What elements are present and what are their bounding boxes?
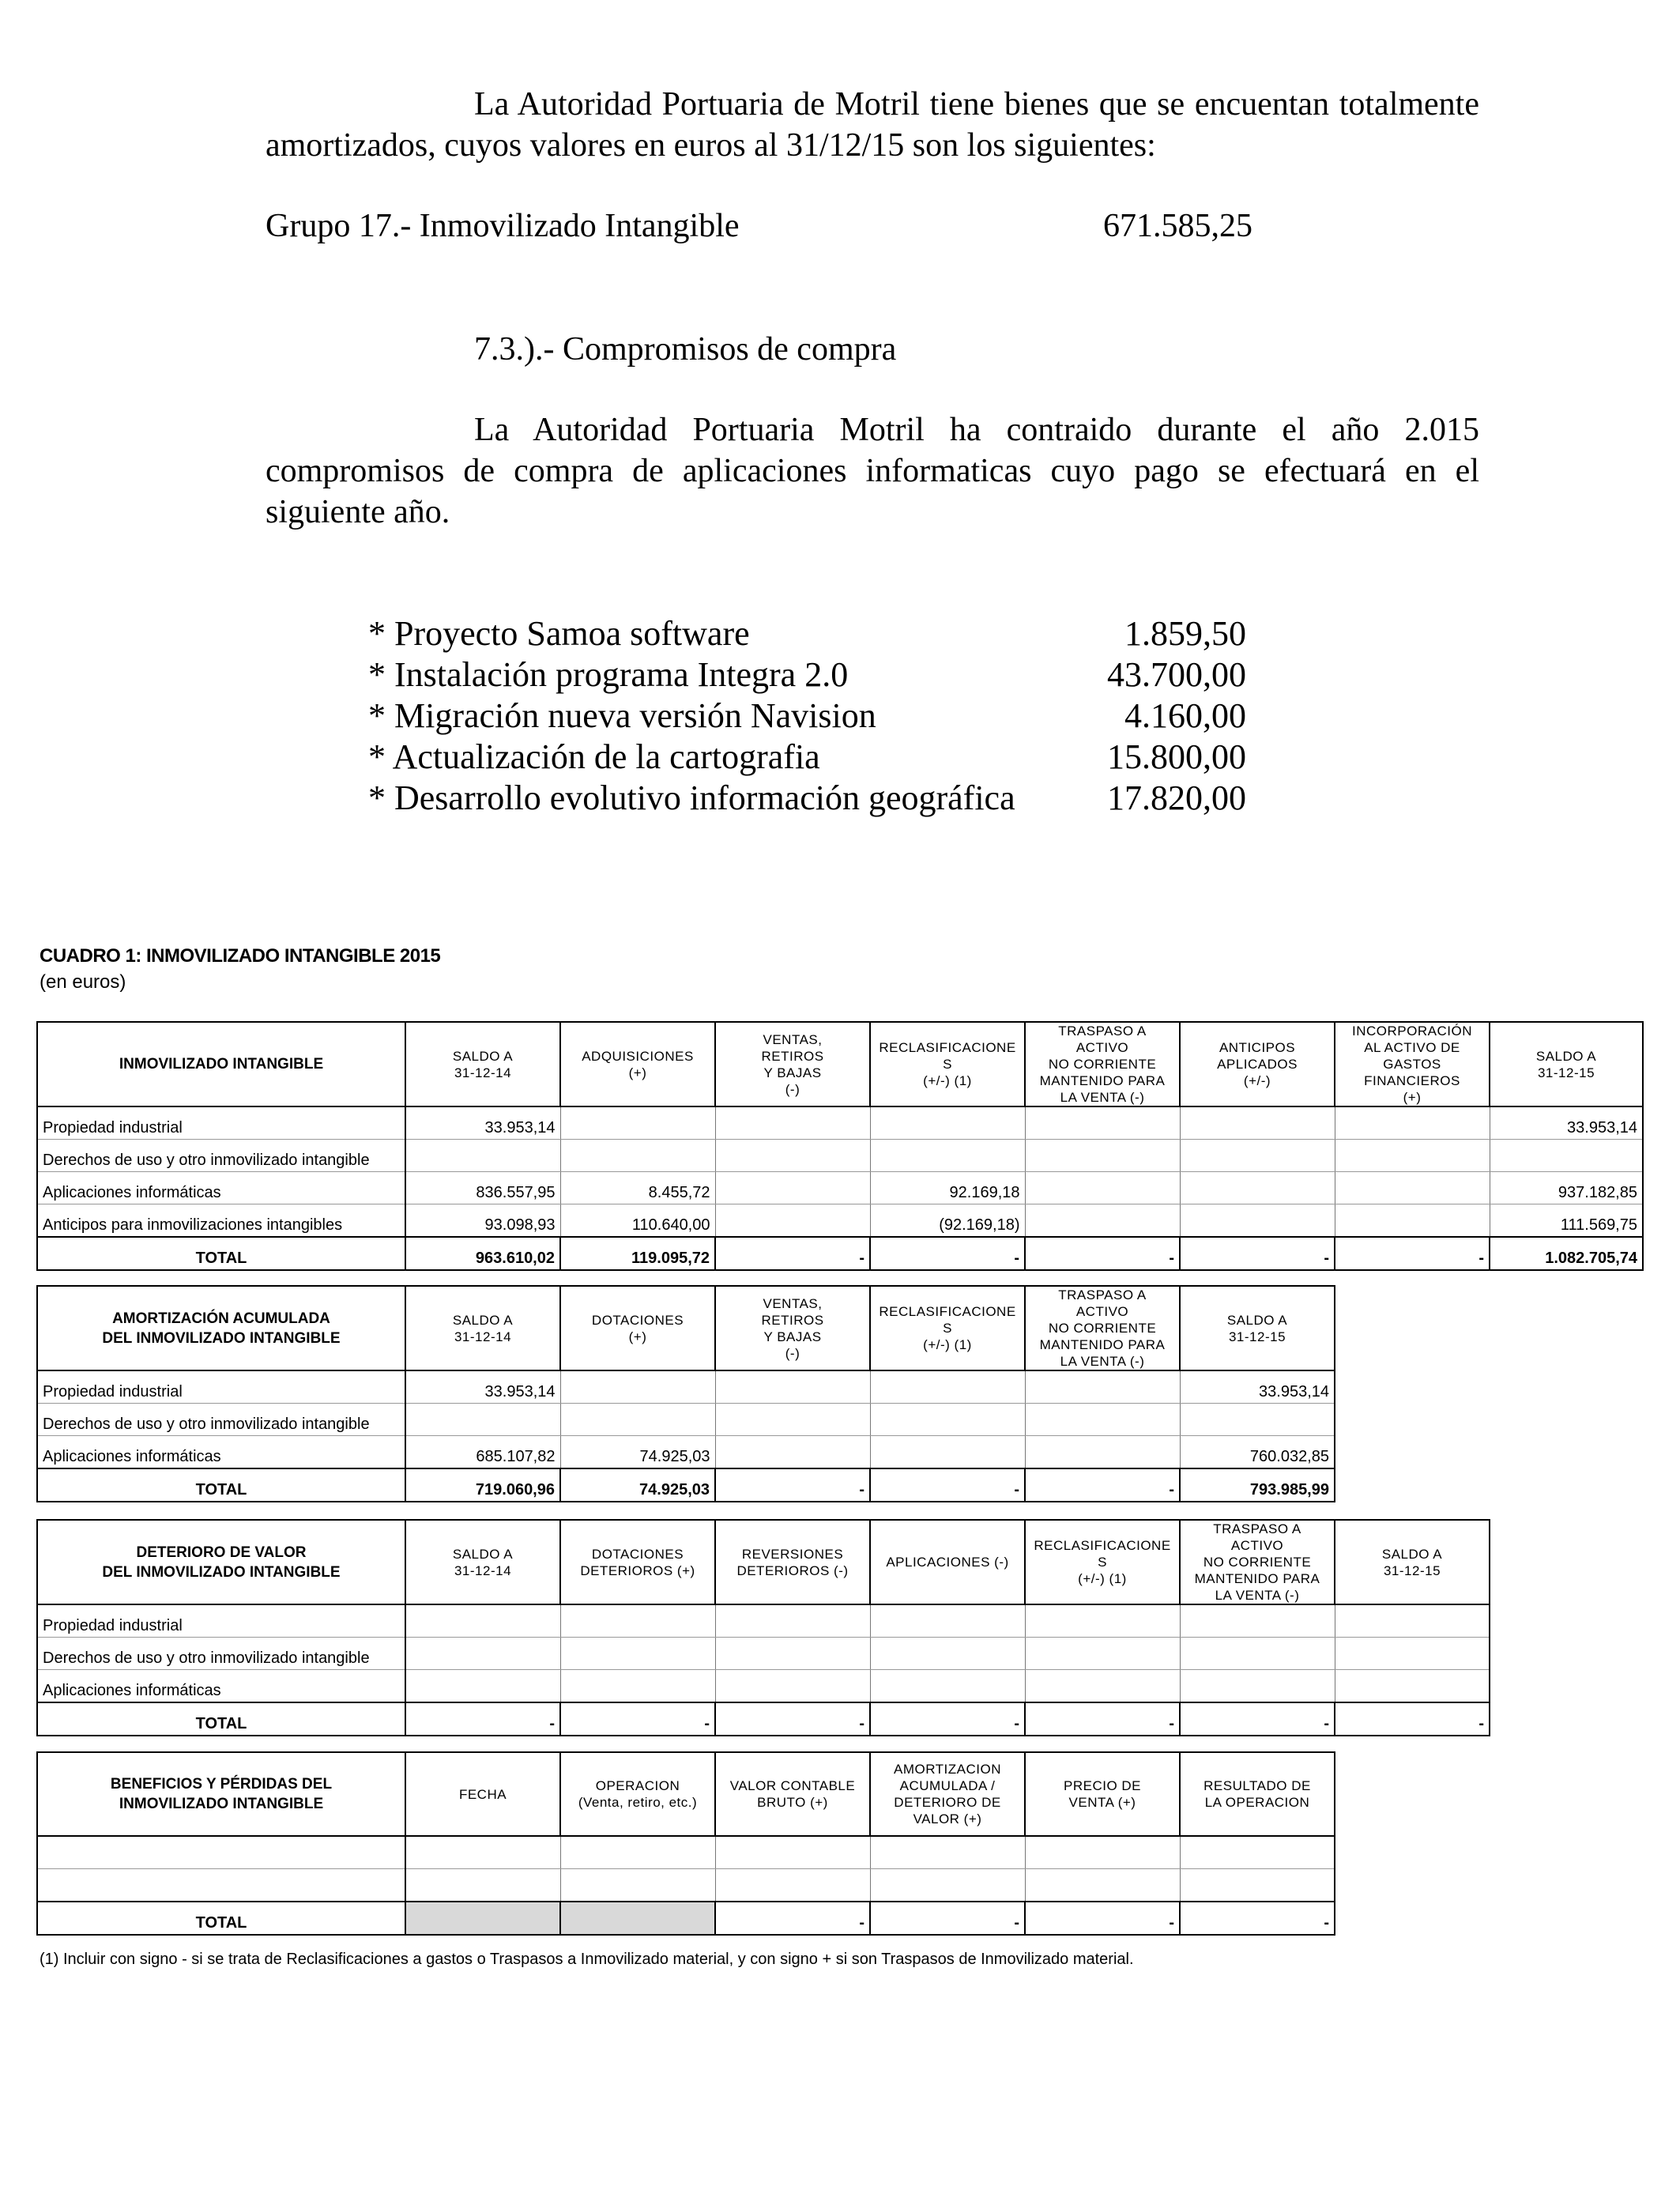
cell: - bbox=[560, 1702, 715, 1736]
cell: 836.557,95 bbox=[405, 1172, 560, 1204]
cell: 74.925,03 bbox=[560, 1436, 715, 1469]
header-cell: SALDO A 31-12-14 bbox=[405, 1286, 560, 1370]
cell: - bbox=[1335, 1702, 1490, 1736]
header-cell: APLICACIONES (-) bbox=[870, 1520, 1025, 1604]
cell bbox=[560, 1106, 715, 1140]
cell bbox=[1025, 1204, 1180, 1238]
commitment-amount: 4.160,00 bbox=[1124, 696, 1246, 735]
table-row bbox=[37, 1140, 1643, 1172]
header-cell: ADQUISICIONES (+) bbox=[560, 1022, 715, 1106]
cell: 33.953,14 bbox=[1490, 1106, 1643, 1140]
row-label: Aplicaciones informáticas bbox=[37, 1172, 405, 1204]
cell bbox=[1335, 1204, 1490, 1238]
total-row bbox=[37, 1468, 1335, 1502]
cell bbox=[1180, 1106, 1335, 1140]
table-row bbox=[37, 1204, 1643, 1238]
cuadro-subtitle: (en euros) bbox=[40, 971, 126, 993]
header-cell: BENEFICIOS Y PÉRDIDAS DEL INMOVILIZADO INTANGIBLE bbox=[37, 1752, 405, 1836]
cell bbox=[870, 1404, 1025, 1436]
table-row bbox=[37, 1370, 1335, 1404]
header-cell: VENTAS, RETIROS Y BAJAS (-) bbox=[715, 1022, 870, 1106]
cell bbox=[870, 1106, 1025, 1140]
header-cell: TRASPASO A ACTIVO NO CORRIENTE MANTENIDO PARA LA VENTA (-) bbox=[1180, 1520, 1335, 1604]
cell: 74.925,03 bbox=[560, 1468, 715, 1502]
cell: 760.032,85 bbox=[1180, 1436, 1335, 1469]
table-row bbox=[37, 1106, 1643, 1140]
cell: - bbox=[405, 1702, 560, 1736]
cell: - bbox=[715, 1237, 870, 1270]
cell bbox=[560, 1902, 715, 1935]
header-cell: OPERACION (Venta, retiro, etc.) bbox=[560, 1752, 715, 1836]
row-label: Derechos de uso y otro inmovilizado intangible bbox=[37, 1638, 405, 1670]
row-label: Propiedad industrial bbox=[37, 1370, 405, 1404]
total-label: TOTAL bbox=[37, 1702, 405, 1736]
cell bbox=[1025, 1106, 1180, 1140]
cell: - bbox=[870, 1468, 1025, 1502]
total-row bbox=[37, 1902, 1335, 1935]
row-label: Anticipos para inmovilizaciones intangibles bbox=[37, 1204, 405, 1238]
cell: - bbox=[1025, 1237, 1180, 1270]
header-cell: TRASPASO A ACTIVO NO CORRIENTE MANTENIDO PARA LA VENTA (-) bbox=[1025, 1022, 1180, 1106]
commitment-amount: 43.700,00 bbox=[1107, 655, 1246, 694]
cell: - bbox=[1025, 1902, 1180, 1935]
cell bbox=[870, 1436, 1025, 1469]
grupo-value: 671.585,25 bbox=[1103, 208, 1252, 244]
table-row bbox=[37, 1604, 1490, 1638]
header-cell: DOTACIONES DETERIOROS (+) bbox=[560, 1520, 715, 1604]
header-cell: VALOR CONTABLE BRUTO (+) bbox=[715, 1752, 870, 1836]
commitment-amount: 17.820,00 bbox=[1107, 778, 1246, 817]
commitment-label: * Desarrollo evolutivo información geográfica bbox=[368, 778, 1015, 817]
header-cell: INMOVILIZADO INTANGIBLE bbox=[37, 1022, 405, 1106]
commitment-label: * Proyecto Samoa software bbox=[368, 614, 750, 653]
table-row bbox=[37, 1670, 1490, 1703]
cell bbox=[1025, 1404, 1180, 1436]
cell: - bbox=[1180, 1237, 1335, 1270]
cuadro-title: CUADRO 1: INMOVILIZADO INTANGIBLE 2015 bbox=[40, 945, 441, 967]
header-cell: ANTICIPOS APLICADOS (+/-) bbox=[1180, 1022, 1335, 1106]
cell bbox=[560, 1370, 715, 1404]
cell: 33.953,14 bbox=[405, 1106, 560, 1140]
cell bbox=[1025, 1436, 1180, 1469]
header-cell: SALDO A 31-12-14 bbox=[405, 1022, 560, 1106]
row-label: Aplicaciones informáticas bbox=[37, 1436, 405, 1469]
table-row bbox=[37, 1638, 1490, 1670]
row-label: Derechos de uso y otro inmovilizado intangible bbox=[37, 1404, 405, 1436]
table-row bbox=[37, 1836, 1335, 1869]
header-cell: AMORTIZACIÓN ACUMULADA DEL INMOVILIZADO INTANGIBLE bbox=[37, 1286, 405, 1370]
table-row bbox=[37, 1436, 1335, 1469]
cell: - bbox=[870, 1702, 1025, 1736]
total-label: TOTAL bbox=[37, 1237, 405, 1270]
row-label: Derechos de uso y otro inmovilizado intangible bbox=[37, 1140, 405, 1172]
cell bbox=[715, 1106, 870, 1140]
footnote: (1) Incluir con signo - si se trata de Reclasificaciones a gastos o Traspasos a Inmovilizado material, y con signo + si son Traspasos de Inmovilizado material. bbox=[40, 1951, 1134, 1968]
header-cell: FECHA bbox=[405, 1752, 560, 1836]
cell bbox=[1335, 1172, 1490, 1204]
table-row bbox=[37, 1172, 1643, 1204]
cell: 92.169,18 bbox=[870, 1172, 1025, 1204]
cell: 111.569,75 bbox=[1490, 1204, 1643, 1238]
total-row bbox=[37, 1237, 1643, 1270]
cell: 963.610,02 bbox=[405, 1237, 560, 1270]
header-cell: RESULTADO DE LA OPERACION bbox=[1180, 1752, 1335, 1836]
header-cell: TRASPASO A ACTIVO NO CORRIENTE MANTENIDO PARA LA VENTA (-) bbox=[1025, 1286, 1180, 1370]
cell bbox=[560, 1140, 715, 1172]
commitment-label: * Migración nueva versión Navision bbox=[368, 696, 876, 735]
cell bbox=[715, 1172, 870, 1204]
cell bbox=[1025, 1172, 1180, 1204]
cell: - bbox=[715, 1702, 870, 1736]
cell: 33.953,14 bbox=[1180, 1370, 1335, 1404]
commitment-amount: 1.859,50 bbox=[1124, 614, 1246, 653]
cell: (92.169,18) bbox=[870, 1204, 1025, 1238]
cell: 8.455,72 bbox=[560, 1172, 715, 1204]
header-cell: DETERIORO DE VALOR DEL INMOVILIZADO INTANGIBLE bbox=[37, 1520, 405, 1604]
cell: - bbox=[1025, 1468, 1180, 1502]
cell: 793.985,99 bbox=[1180, 1468, 1335, 1502]
cell: - bbox=[1025, 1702, 1180, 1736]
grupo-label: Grupo 17.- Inmovilizado Intangible bbox=[266, 208, 740, 244]
header-cell: VENTAS, RETIROS Y BAJAS (-) bbox=[715, 1286, 870, 1370]
cell bbox=[405, 1404, 560, 1436]
cell bbox=[1025, 1140, 1180, 1172]
cell bbox=[1180, 1404, 1335, 1436]
total-label: TOTAL bbox=[37, 1468, 405, 1502]
cell: 33.953,14 bbox=[405, 1370, 560, 1404]
cell bbox=[1025, 1370, 1180, 1404]
cell bbox=[1180, 1172, 1335, 1204]
cell bbox=[405, 1902, 560, 1935]
cell bbox=[715, 1140, 870, 1172]
table-row bbox=[37, 1869, 1335, 1902]
header-cell: SALDO A 31-12-15 bbox=[1335, 1520, 1490, 1604]
header-cell: INCORPORACIÓN AL ACTIVO DE GASTOS FINANCIEROS (+) bbox=[1335, 1022, 1490, 1106]
header-cell: SALDO A 31-12-15 bbox=[1490, 1022, 1643, 1106]
commitment-label: * Actualización de la cartografia bbox=[368, 737, 820, 776]
total-row bbox=[37, 1702, 1490, 1736]
cell bbox=[1335, 1140, 1490, 1172]
cell: 1.082.705,74 bbox=[1490, 1237, 1643, 1270]
commitments-paragraph: La Autoridad Portuaria Motril ha contraido durante el año 2.015 compromisos de compra de aplicaciones informaticas cuyo pago se efectuará en el siguiente año. bbox=[266, 412, 1479, 530]
cell: 937.182,85 bbox=[1490, 1172, 1643, 1204]
table-beneficios-perdidas bbox=[36, 1751, 1335, 1936]
header-cell: RECLASIFICACIONE S (+/-) (1) bbox=[870, 1286, 1025, 1370]
cell bbox=[715, 1404, 870, 1436]
header-cell: REVERSIONES DETERIOROS (-) bbox=[715, 1520, 870, 1604]
cell: - bbox=[715, 1902, 870, 1935]
cell: - bbox=[870, 1902, 1025, 1935]
row-label: Propiedad industrial bbox=[37, 1106, 405, 1140]
cell bbox=[1335, 1106, 1490, 1140]
cell: - bbox=[1180, 1702, 1335, 1736]
header-cell: RECLASIFICACIONE S (+/-) (1) bbox=[1025, 1520, 1180, 1604]
commitment-label: * Instalación programa Integra 2.0 bbox=[368, 655, 849, 694]
cell bbox=[560, 1404, 715, 1436]
cell: - bbox=[715, 1468, 870, 1502]
cell bbox=[715, 1370, 870, 1404]
cell: 685.107,82 bbox=[405, 1436, 560, 1469]
cell: 110.640,00 bbox=[560, 1204, 715, 1238]
intro-paragraph: La Autoridad Portuaria de Motril tiene bienes que se encuentan totalmente amortizados, cuyos valores en euros al 31/12/15 son los siguientes: bbox=[266, 86, 1479, 164]
header-cell: DOTACIONES (+) bbox=[560, 1286, 715, 1370]
header-cell: RECLASIFICACIONE S (+/-) (1) bbox=[870, 1022, 1025, 1106]
section-title: 7.3.).- Compromisos de compra bbox=[474, 331, 897, 368]
row-label: Propiedad industrial bbox=[37, 1604, 405, 1638]
cell bbox=[1180, 1140, 1335, 1172]
cell bbox=[715, 1436, 870, 1469]
cell: 93.098,93 bbox=[405, 1204, 560, 1238]
table-amortizacion-acumulada bbox=[36, 1285, 1335, 1502]
cell: - bbox=[870, 1237, 1025, 1270]
cell: - bbox=[1180, 1902, 1335, 1935]
header-cell: AMORTIZACION ACUMULADA / DETERIORO DE VALOR (+) bbox=[870, 1752, 1025, 1836]
cell: 719.060,96 bbox=[405, 1468, 560, 1502]
cell bbox=[870, 1140, 1025, 1172]
cell bbox=[715, 1204, 870, 1238]
table-row bbox=[37, 1404, 1335, 1436]
cell: 119.095,72 bbox=[560, 1237, 715, 1270]
cell: - bbox=[1335, 1237, 1490, 1270]
total-label: TOTAL bbox=[37, 1902, 405, 1935]
table-inmovilizado-intangible bbox=[36, 1021, 1644, 1271]
commitment-amount: 15.800,00 bbox=[1107, 737, 1246, 776]
cell bbox=[405, 1140, 560, 1172]
header-cell: SALDO A 31-12-15 bbox=[1180, 1286, 1335, 1370]
header-cell: SALDO A 31-12-14 bbox=[405, 1520, 560, 1604]
table-deterioro-valor bbox=[36, 1519, 1490, 1736]
cell bbox=[1180, 1204, 1335, 1238]
cell bbox=[1490, 1140, 1643, 1172]
cell bbox=[870, 1370, 1025, 1404]
header-cell: PRECIO DE VENTA (+) bbox=[1025, 1752, 1180, 1836]
row-label: Aplicaciones informáticas bbox=[37, 1670, 405, 1703]
